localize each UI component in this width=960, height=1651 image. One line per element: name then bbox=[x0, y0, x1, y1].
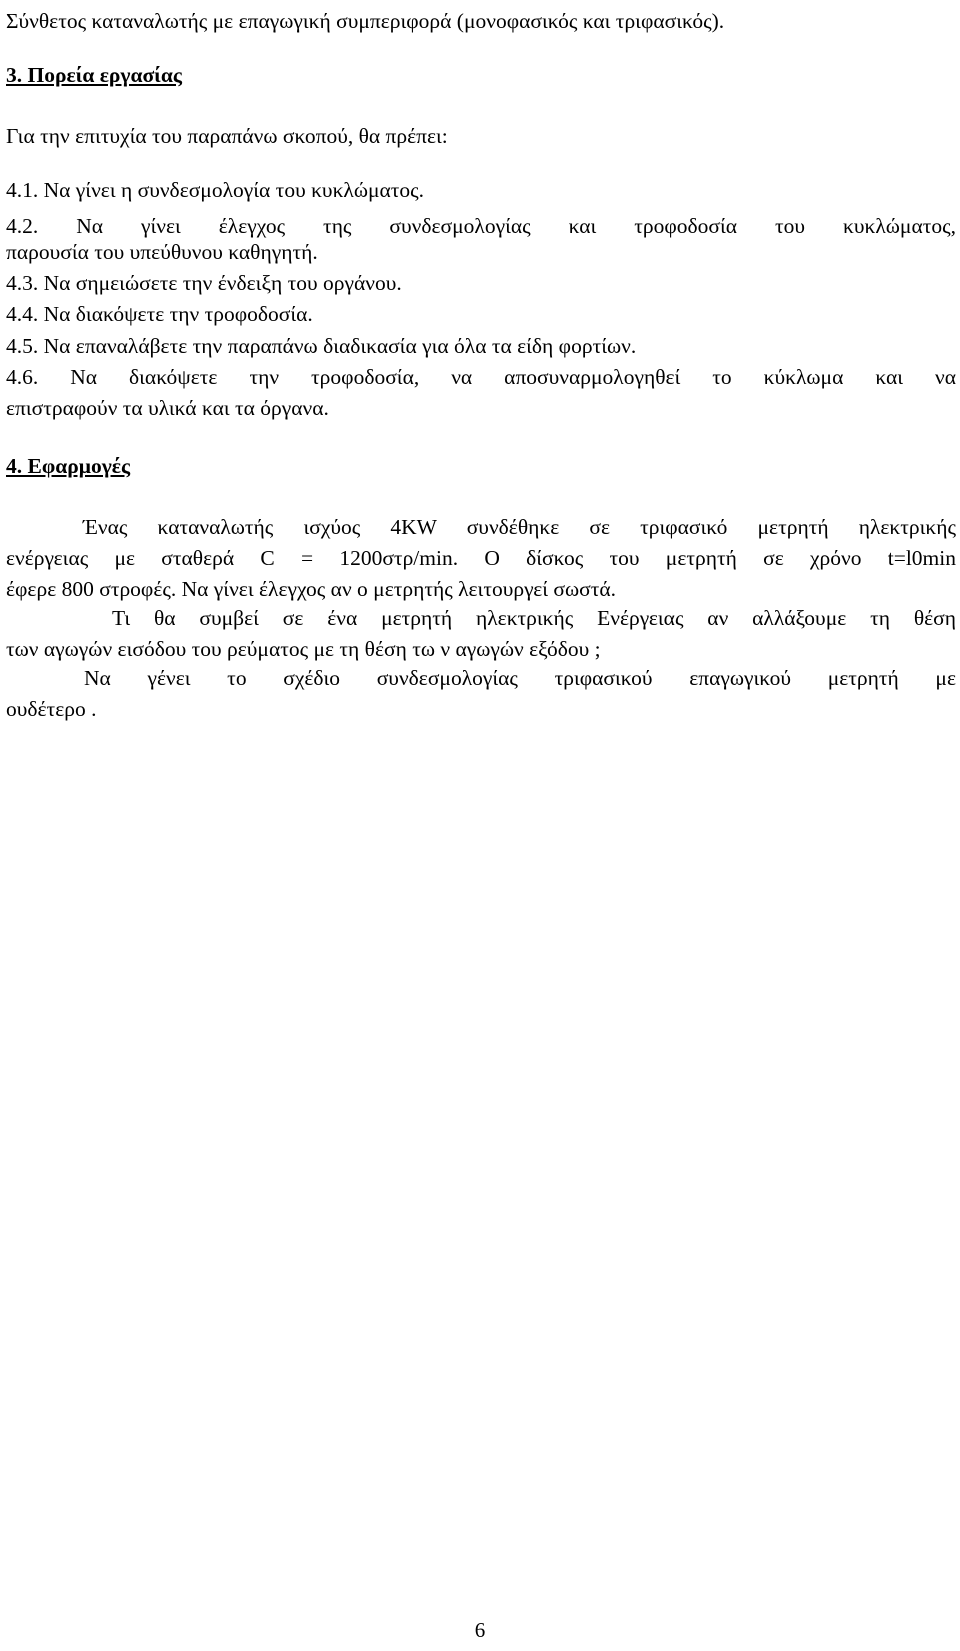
step-4-2-continued: παρουσία του υπεύθυνου καθηγητή. bbox=[6, 240, 318, 264]
application-paragraph-2-line-1: Τι θα συμβεί σε ένα μετρητή ηλεκτρικής Ενέργειας αν αλλάξουμε τη θέση bbox=[112, 606, 956, 630]
application-paragraph-1-line-2: ενέργειας με σταθερά C = 1200στρ/min. Ο δίσκος του μετρητή σε χρόνο t=l0min bbox=[6, 546, 956, 570]
step-4-6-continued: επιστραφούν τα υλικά και τα όργανα. bbox=[6, 396, 329, 420]
document-page bbox=[6, 0, 956, 1651]
application-paragraph-1-line-1: Ένας καταναλωτής ισχύος 4KW συνδέθηκε σε τριφασικό μετρητή ηλεκτρικής bbox=[83, 515, 956, 539]
intro-text: Σύνθετος καταναλωτής με επαγωγική συμπεριφορά (μονοφασικός και τριφασικός). bbox=[6, 9, 725, 33]
application-paragraph-2-line-2: των αγωγών εισόδου του ρεύματος με τη θέση τω ν αγωγών εξόδου ; bbox=[6, 637, 601, 661]
procedure-lead: Για την επιτυχία του παραπάνω σκοπού, θα πρέπει: bbox=[6, 124, 448, 148]
application-paragraph-3-line-1: Να γένει το σχέδιο συνδεσμολογίας τριφασικού επαγωγικού μετρητή με bbox=[84, 666, 956, 690]
step-4-5: 4.5. Να επαναλάβετε την παραπάνω διαδικασία για όλα τα είδη φορτίων. bbox=[6, 334, 637, 358]
step-4-2: 4.2. Να γίνει έλεγχος της συνδεσμολογίας και τροφοδοσία του κυκλώματος, bbox=[6, 214, 956, 238]
step-4-1: 4.1. Να γίνει η συνδεσμολογία του κυκλώματος. bbox=[6, 178, 425, 202]
application-paragraph-3-line-2: ουδέτερο . bbox=[6, 697, 97, 721]
application-paragraph-1-line-3: έφερε 800 στροφές. Να γίνει έλεγχος αν ο μετρητής λειτουργεί σωστά. bbox=[6, 577, 617, 601]
step-4-6: 4.6. Να διακόψετε την τροφοδοσία, να αποσυναρμολογηθεί το κύκλωμα και να bbox=[6, 365, 956, 389]
page-number: 6 bbox=[474, 1618, 486, 1642]
step-4-3: 4.3. Να σημειώσετε την ένδειξη του οργάνου. bbox=[6, 271, 402, 295]
step-4-4: 4.4. Να διακόψετε την τροφοδοσία. bbox=[6, 302, 313, 326]
procedure-heading: 3. Πορεία εργασίας bbox=[6, 63, 182, 87]
applications-heading: 4. Εφαρμογές bbox=[6, 454, 131, 478]
